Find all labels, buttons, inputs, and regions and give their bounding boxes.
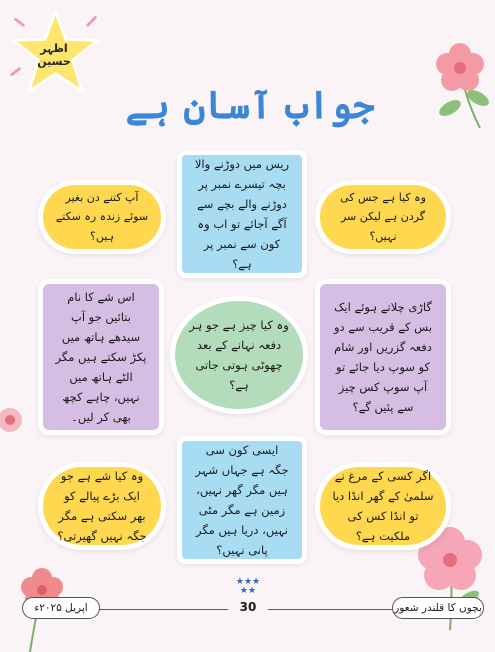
page-number: 30 xyxy=(228,600,268,614)
riddle-card-3 xyxy=(320,185,446,249)
riddle-card-4 xyxy=(43,284,159,430)
riddle-text: وہ کیا ہے جس کی گردن ہے لیکن سر نہیں؟ xyxy=(340,191,426,243)
riddle-text: وہ کیا چیز ہے جو ہر دفعہ نہانے کے بعد چھوٹی ہوتی جاتی ہے؟ xyxy=(189,317,289,393)
riddle-text: ریس میں دوڑنے والا بچہ تیسرے نمبر پر دوڑنے والے بچے سے آگے آجائے تو اب وہ کون سے نمبر پر ہے؟ xyxy=(194,156,290,272)
author-name: اظہر حسین xyxy=(37,42,71,68)
footer-magazine-name: بچوں کا قلندر شعور xyxy=(392,597,484,619)
riddle-text: گاڑی چلاتے ہوئے ایک بس کے قریب سے دو دفعہ گزریں اور شام کو سوپ دیا جائے تو آپ سوپ کس چیز سے پئیں گے؟ xyxy=(333,299,433,415)
riddle-text: آپ کتنے دن بغیر سوئے زندہ رہ سکتے ہیں؟ xyxy=(55,191,149,243)
page-title: جواب آسان ہے xyxy=(125,82,375,127)
riddle-text: وہ کیا شے ہے جو ایک بڑے پیالے کو بھر سکتی ہے مگر جگہ نہیں گھیرتی؟ xyxy=(57,468,147,544)
riddle-card-1 xyxy=(182,155,302,273)
riddle-text: اگر کسی کے مرغ نے سلمیٰ کے گھر انڈا دیا تو انڈا کس کی ملکیت ہے؟ xyxy=(332,468,434,544)
flower-top-right-icon xyxy=(420,28,495,138)
riddle-text: ایسی کون سی جگہ ہے جہاں شہر ہیں مگر گھر نہیں، زمین ہے مگر مٹی نہیں، دریا ہیں مگر پانی نہیں؟ xyxy=(195,442,289,558)
flower-left-icon xyxy=(0,390,30,450)
footer-date: اپریل ۲۰۲۵ء xyxy=(22,597,100,619)
riddle-card-2 xyxy=(43,185,161,249)
riddle-card-5 xyxy=(175,301,303,409)
decorative-stars-icon: ★★★ ★★ xyxy=(235,577,261,596)
riddle-card-6 xyxy=(320,284,446,430)
riddle-card-9 xyxy=(320,467,446,545)
riddle-text: اس شے کا نام بتائیں جو آپ سیدھے ہاتھ میں پکڑ سکتے ہیں مگر الٹے ہاتھ میں نہیں، چاہے کچھ بھی کر لیں۔ xyxy=(55,289,147,425)
riddle-card-8 xyxy=(182,441,302,559)
riddle-card-7 xyxy=(43,467,161,545)
